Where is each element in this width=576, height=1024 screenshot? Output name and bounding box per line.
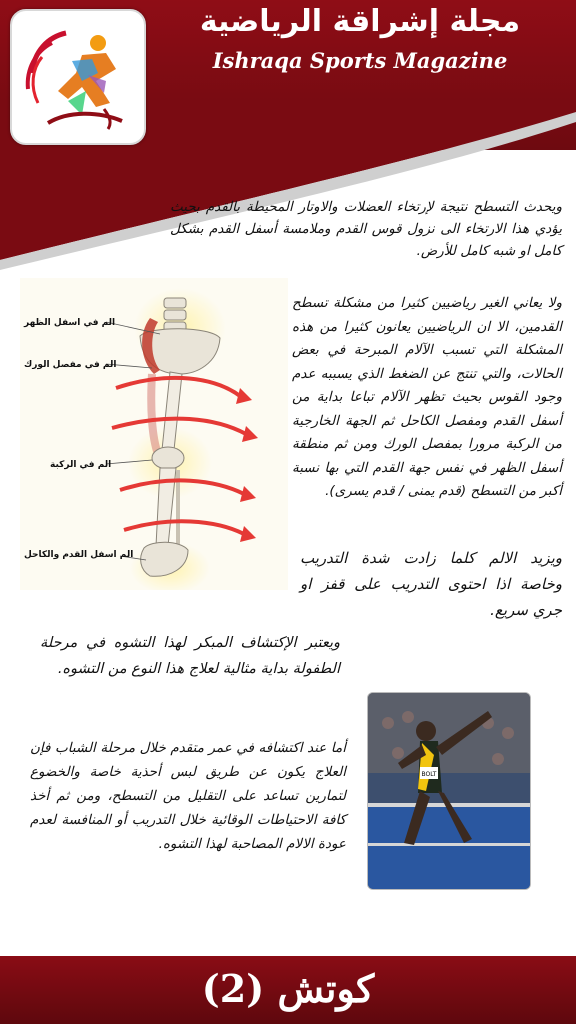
pain-label-hip: الم في مفصل الورك [24, 360, 117, 370]
footer-section-title: كوتش (2) [201, 966, 375, 1011]
article-paragraph-2: ولا يعاني الغير رياضيين كثيرا من مشكلة تسطح القدمين، الا ان الرياضيين يعانون كثيرا من هذه المشكلة التي تسبب الآلام المبرحة في بعض الحالات، والتي تنتج عن الضغط الذي يسببه عدم وجود القوس بحيث تظهر الآلام تباعا بداية من أسفل القدم ومفصل الكاحل ثم الجهة الخارجية من الركبة مرورا بمفصل الورك ومن ثم منطقة أسفل الظهر في نفس جهة القدم التي بها نسبة أكبر من التسطح (قدم يمنى / قدم يسرى). [292, 295, 562, 499]
leg-pain-diagram [20, 278, 288, 590]
pain-label-back: الم في اسفل الظهر [24, 318, 116, 328]
article-paragraph-3: ويزيد الالم كلما زادت شدة التدريب وخاصة اذا احتوى التدريب على قفز او جري سريع. [300, 549, 562, 619]
article-paragraph-5: أما عند اكتشافه في عمر متقدم خلال مرحلة الشباب فإن العلاج يكون عن طريق لبس أحذية خاصة والخضوع لتمارين تساعد على التقليل من التسطح، ومن ثم أخذ كافة الاحتياطات الوقائية خلال التدريب أو المنافسة لعدم عودة الالام المصاحبة لهذا التشوه. [30, 740, 346, 852]
article-paragraph-4: ويعتبر الإكتشاف المبكر لهذا التشوه في مرحلة الطفولة بداية مثالية لعلاج هذا النوع من التشوه. [40, 635, 340, 677]
logo-runner-icon [12, 11, 144, 143]
magazine-logo[interactable] [10, 9, 146, 145]
athlete-bib: BOLT [421, 771, 437, 778]
athlete-figure [368, 693, 530, 889]
magazine-title-english: Ishraqa Sports Magazine [212, 48, 508, 73]
article-paragraph-1: ويحدث التسطح نتيجة لإرتخاء العضلات والاوتار المحيطة بالقدم بحيث يؤدي هذا الارتخاء الى نزول قوس القدم وملامسة أسفل القدم بشكل كامل او شبه كامل للأرض. [170, 199, 562, 259]
pain-label-ankle: الم اسفل القدم والكاحل [24, 550, 134, 560]
magazine-title-arabic: مجلة إشراقة الرياضية [199, 4, 521, 39]
pain-label-knee: الم في الركبة [50, 460, 112, 470]
athlete-photo[interactable] [367, 692, 531, 890]
